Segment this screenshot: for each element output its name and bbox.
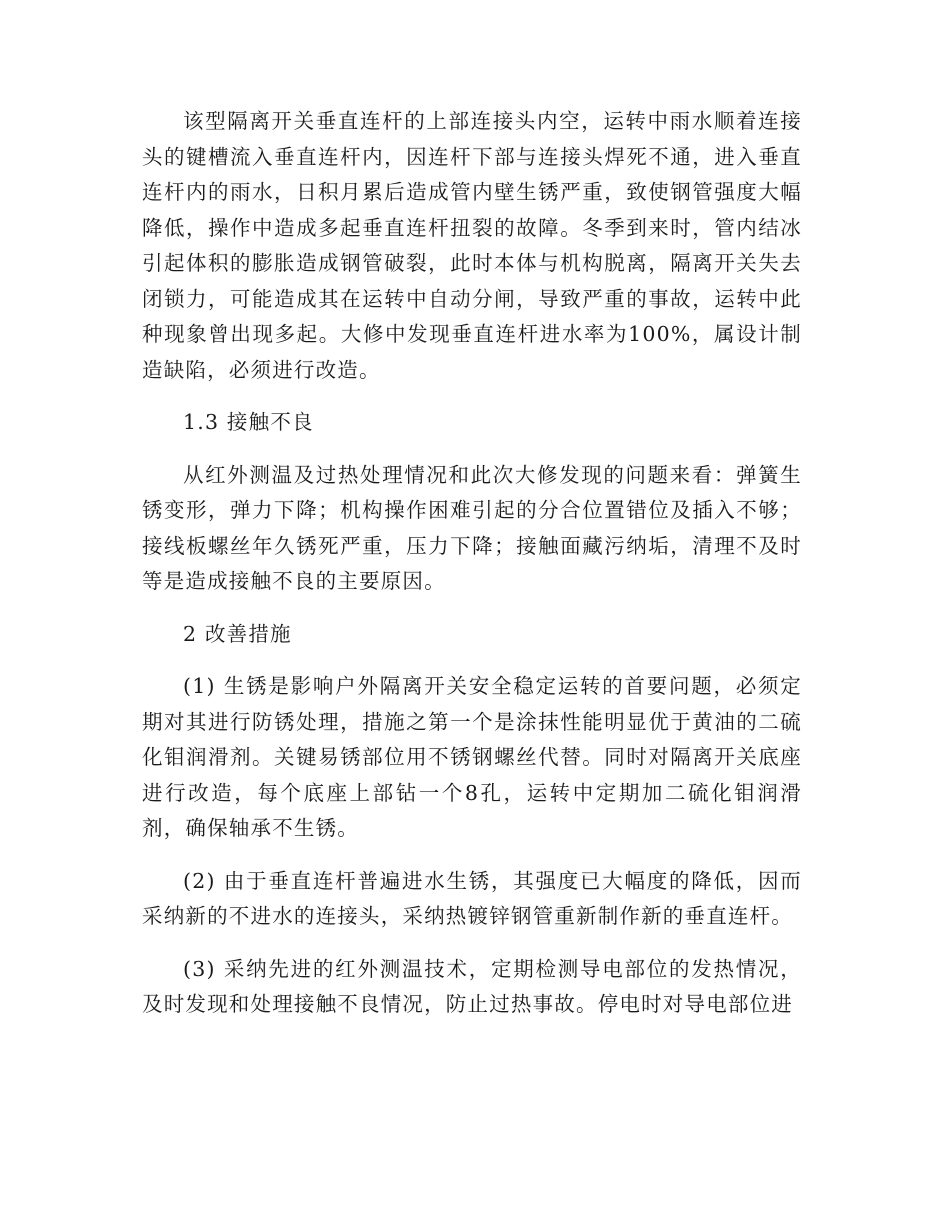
section-heading-improvement-measures: 2 改善措施 <box>183 621 292 646</box>
paragraph-vertical-rod-defect: 该型隔离开关垂直连杆的上部连接头内空，运转中雨水顺着连接头的键槽流入垂直连杆内，因连杆下部与连接头焊死不通，进入垂直连杆内的雨水，日积月累后造成管内壁生锈严重，致使钢管强度大幅降低，操作中造成多起垂直连杆扭裂的故障。冬季到来时，管内结冰引起体积的膨胀造成钢管破裂，此时本体与机构脱离，隔离开关失去闭锁力，可能造成其在运转中自动分闸，导致严重的事故，运转中此种现象曾出现多起。大修中发现垂直连杆进水率为100%，属设计制造缺陷，必须进行改造。 <box>142 109 802 382</box>
paragraph-poor-contact-causes: 从红外测温及过热处理情况和此次大修发现的问题来看：弹簧生锈变形，弹力下降；机构操作困难引起的分合位置错位及插入不够；接线板螺丝年久锈死严重，压力下降；接触面藏污纳垢，清理不及时等是造成接触不良的主要原因。 <box>142 462 802 593</box>
paragraph-measure-1: (1) 生锈是影响户外隔离开关安全稳定运转的首要问题，必须定期对其进行防锈处理，措施之第一个是涂抹性能明显优于黄油的二硫化钼润滑剂。关键易锈部位用不锈钢螺丝代替。同时对隔离开关底座进行改造，每个底座上部钻一个8孔，运转中定期加二硫化钼润滑剂，确保轴承不生锈。 <box>142 674 802 840</box>
paragraph-measure-3: (3) 采纳先进的红外测温技术，定期检测导电部位的发热情况，及时发现和处理接触不良情况，防止过热事故。停电时对导电部位进 <box>142 956 802 1016</box>
document-body <box>142 104 802 1040</box>
section-heading-poor-contact: 1.3 接触不良 <box>183 410 314 434</box>
paragraph-measure-2: (2) 由于垂直连杆普遍进水生锈，其强度已大幅度的降低，因而采纳新的不进水的连接头，采纳热镀锌钢管重新制作新的垂直连杆。 <box>142 868 802 928</box>
